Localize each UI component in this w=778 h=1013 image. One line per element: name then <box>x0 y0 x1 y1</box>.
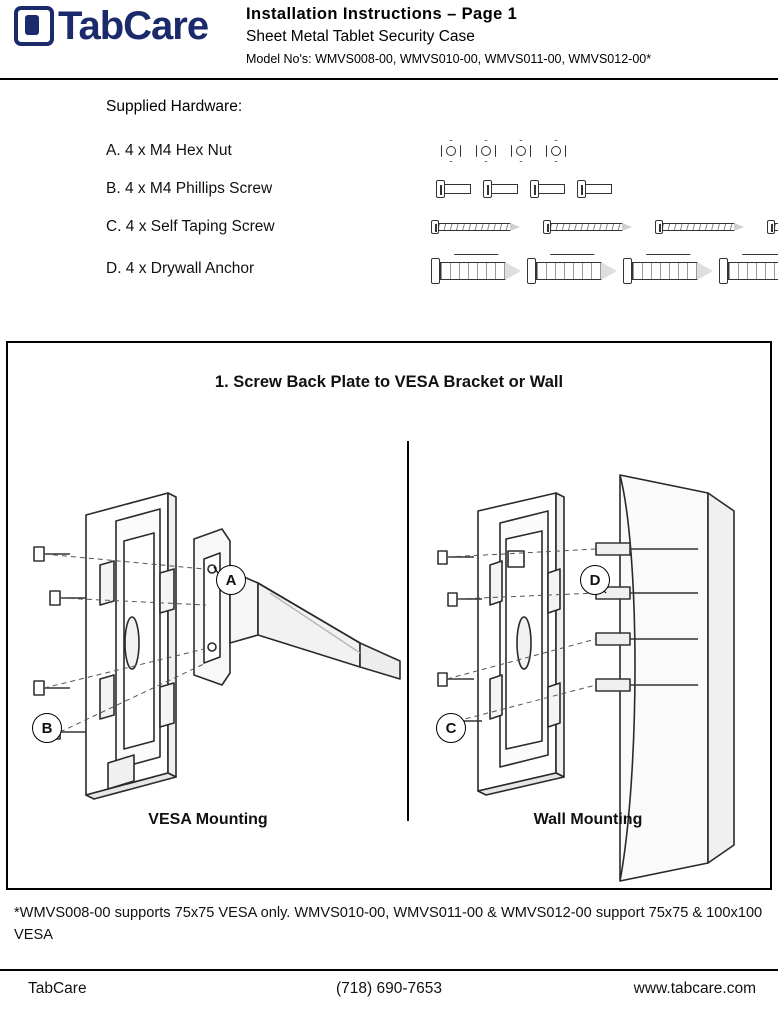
callout-b: B <box>32 713 62 743</box>
phillips-screw-icon <box>577 180 617 198</box>
hardware-label-d: D. 4 x Drywall Anchor <box>106 260 255 277</box>
page-footer <box>0 980 778 1010</box>
hardware-row-a <box>106 134 766 172</box>
model-numbers: Model No's: WMVS008-00, WMVS010-00, WMVS011-00, WMVS012-00* <box>246 52 652 66</box>
hardware-row-b <box>106 172 766 210</box>
self-taping-screw-icon <box>767 220 778 234</box>
phillips-screw-callout-group-left <box>34 547 86 739</box>
tabcare-tablet-logo-icon <box>14 6 54 46</box>
vesa-mounting-caption: VESA Mounting <box>148 811 268 828</box>
footer-divider <box>0 969 778 971</box>
self-taping-screw-callout-group <box>438 551 482 728</box>
vesa-articulating-arm <box>230 571 400 679</box>
hex-nut-icon <box>441 140 461 162</box>
hardware-row-d <box>106 252 766 290</box>
footer-company: TabCare <box>28 980 87 997</box>
wall-mounting-caption: Wall Mounting <box>533 811 643 828</box>
hex-nut-icon-group <box>331 134 766 172</box>
drywall-anchor-icon-group <box>331 252 766 290</box>
phillips-screw-icon <box>530 180 570 198</box>
brand-name: TabCare <box>58 4 209 48</box>
self-taping-screw-icon-group <box>331 210 766 248</box>
page-subtitle: Sheet Metal Tablet Security Case <box>246 28 475 45</box>
footer-phone: (718) 690-7653 <box>336 980 442 997</box>
brand-logo <box>14 6 208 46</box>
drywall-anchor-icon <box>527 258 623 284</box>
installation-figure <box>6 341 772 890</box>
hardware-label-b: B. 4 x M4 Phillips Screw <box>106 180 273 197</box>
callout-d: D <box>580 565 610 595</box>
hex-nut-icon <box>511 140 531 162</box>
page-header <box>0 0 778 82</box>
hardware-row-c <box>106 210 766 248</box>
self-taping-screw-icon <box>655 220 745 234</box>
page-title: Installation Instructions – Page 1 <box>246 5 518 23</box>
callout-c: C <box>436 713 466 743</box>
vesa-bracket <box>194 529 230 685</box>
self-taping-screw-icon <box>543 220 633 234</box>
callout-a: A <box>216 565 246 595</box>
supplied-hardware-title: Supplied Hardware: <box>106 98 243 115</box>
drywall-anchor-icon <box>431 258 527 284</box>
hardware-label-c: C. 4 x Self Taping Screw <box>106 218 275 235</box>
phillips-screw-icon <box>436 180 476 198</box>
hardware-label-a: A. 4 x M4 Hex Nut <box>106 142 232 159</box>
drywall-anchor-icon <box>623 258 719 284</box>
phillips-screw-icon <box>483 180 523 198</box>
self-taping-screw-icon <box>431 220 521 234</box>
phillips-screw-icon-group <box>331 172 766 210</box>
exploded-assembly-diagram <box>8 343 774 892</box>
hex-nut-icon <box>476 140 496 162</box>
vesa-footnote: *WMVS008-00 supports 75x75 VESA only. WMVS010-00, WMVS011-00 & WMVS012-00 support 75x75 & 100x100 VESA <box>14 905 763 943</box>
drywall-anchor-icon <box>719 258 778 284</box>
hex-nut-icon <box>546 140 566 162</box>
header-divider <box>0 78 778 80</box>
supplied-hardware-section <box>0 86 778 316</box>
step-title: 1. Screw Back Plate to VESA Bracket or Wall <box>214 373 564 391</box>
footer-website[interactable]: www.tabcare.com <box>633 980 756 997</box>
